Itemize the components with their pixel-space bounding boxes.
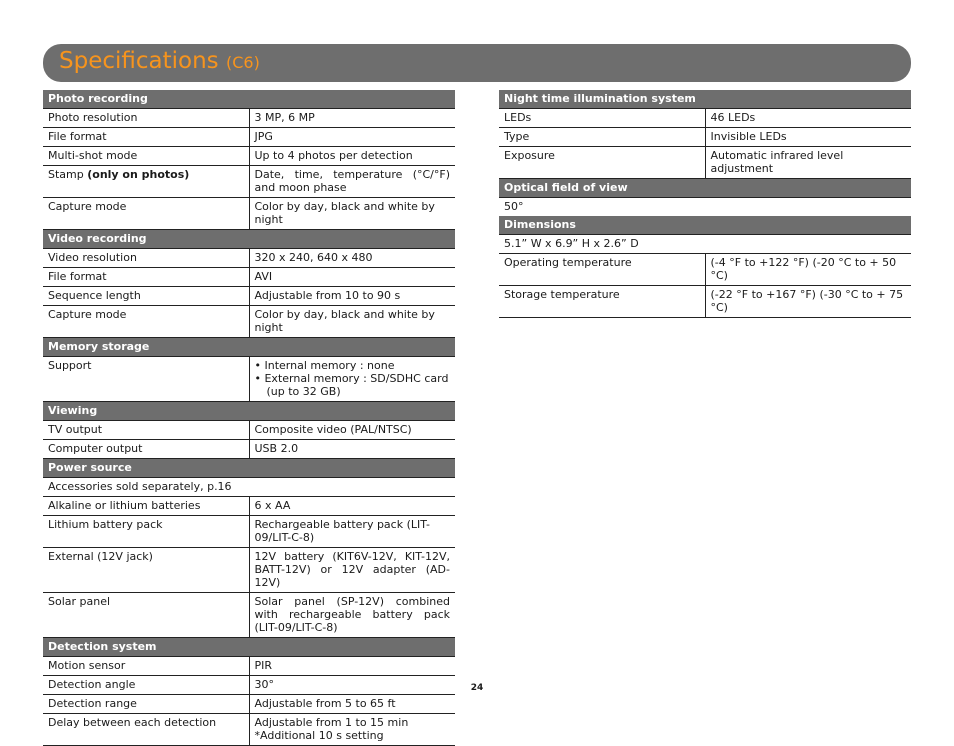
left-spec-table — [43, 90, 455, 746]
title-main: Specifications — [59, 48, 219, 74]
table-row: Stamp (only on photos) Date, time, temperature (°C/°F) and moon phase — [43, 166, 455, 198]
table-row: Exposure Automatic infrared level adjustment — [499, 147, 911, 179]
table-row: Video resolution 320 x 240, 640 x 480 — [43, 249, 455, 268]
title-model: (C6) — [225, 53, 260, 72]
table-row: 5.1” W x 6.9” H x 2.6” D — [499, 235, 911, 254]
table-row: Capture mode Color by day, black and white by night — [43, 306, 455, 338]
table-row: Multi-shot mode Up to 4 photos per detection — [43, 147, 455, 166]
delay-line: *Additional 10 s setting — [254, 729, 384, 742]
table-row: Capture mode Color by day, black and white by night — [43, 198, 455, 230]
section-header: Power source — [43, 459, 455, 478]
section-header: Night time illumination system — [499, 90, 911, 109]
memory-line: • Internal memory : none — [254, 359, 395, 372]
section-header: Photo recording — [43, 90, 455, 109]
memory-line: (up to 32 GB) — [266, 385, 341, 398]
table-row: Lithium battery pack Rechargeable battery pack (LIT-09/LIT-C-8) — [43, 516, 455, 548]
table-row: Computer output USB 2.0 — [43, 440, 455, 459]
table-row: Support • Internal memory : none • External memory : SD/SDHC card (up to 32 GB) — [43, 357, 455, 402]
title-banner — [43, 44, 911, 82]
table-row: File format AVI — [43, 268, 455, 287]
left-spec-column — [43, 90, 455, 746]
section-header: Optical field of view — [499, 179, 911, 198]
table-row: Detection angle 30° — [43, 676, 455, 695]
table-row: Alkaline or lithium batteries 6 x AA — [43, 497, 455, 516]
table-row: Operating temperature (-4 °F to +122 °F) (-20 °C to + 50 °C) — [499, 254, 911, 286]
table-row: External (12V jack) 12V battery (KIT6V-12V, KIT-12V, BATT-12V) or 12V adapter (AD-12V) — [43, 548, 455, 593]
table-row: Photo resolution 3 MP, 6 MP — [43, 109, 455, 128]
table-row: Sequence length Adjustable from 10 to 90 s — [43, 287, 455, 306]
table-row: Motion sensor PIR — [43, 657, 455, 676]
section-header: Video recording — [43, 230, 455, 249]
section-header: Viewing — [43, 402, 455, 421]
delay-line: Adjustable from 1 to 15 min — [254, 716, 409, 729]
section-header: Memory storage — [43, 338, 455, 357]
stamp-label: Stamp — [48, 168, 88, 181]
table-row: Accessories sold separately, p.16 — [43, 478, 455, 497]
table-row: 50° — [504, 200, 524, 213]
section-header: Detection system — [43, 638, 455, 657]
table-row: LEDs 46 LEDs — [499, 109, 911, 128]
table-row: Storage temperature (-22 °F to +167 °F) (-30 °C to + 75 °C) — [499, 286, 911, 318]
table-row: Delay between each detection Adjustable from 1 to 15 min *Additional 10 s setting — [43, 714, 455, 746]
memory-line: • External memory : SD/SDHC card — [254, 372, 449, 385]
table-row: TV output Composite video (PAL/NTSC) — [43, 421, 455, 440]
right-spec-column — [499, 90, 911, 318]
table-row: Detection range Adjustable from 5 to 65 ft — [43, 695, 455, 714]
table-row: File format JPG — [43, 128, 455, 147]
table-row: Type Invisible LEDs — [499, 128, 911, 147]
table-row: Solar panel Solar panel (SP-12V) combined with rechargeable battery pack (LIT-09/LIT-C-8) — [43, 593, 455, 638]
page-title — [59, 48, 260, 74]
section-header: Dimensions — [499, 216, 911, 235]
page-number: 24 — [470, 683, 484, 693]
stamp-label-note: (only on photos) — [87, 168, 190, 181]
right-spec-table — [499, 90, 911, 318]
